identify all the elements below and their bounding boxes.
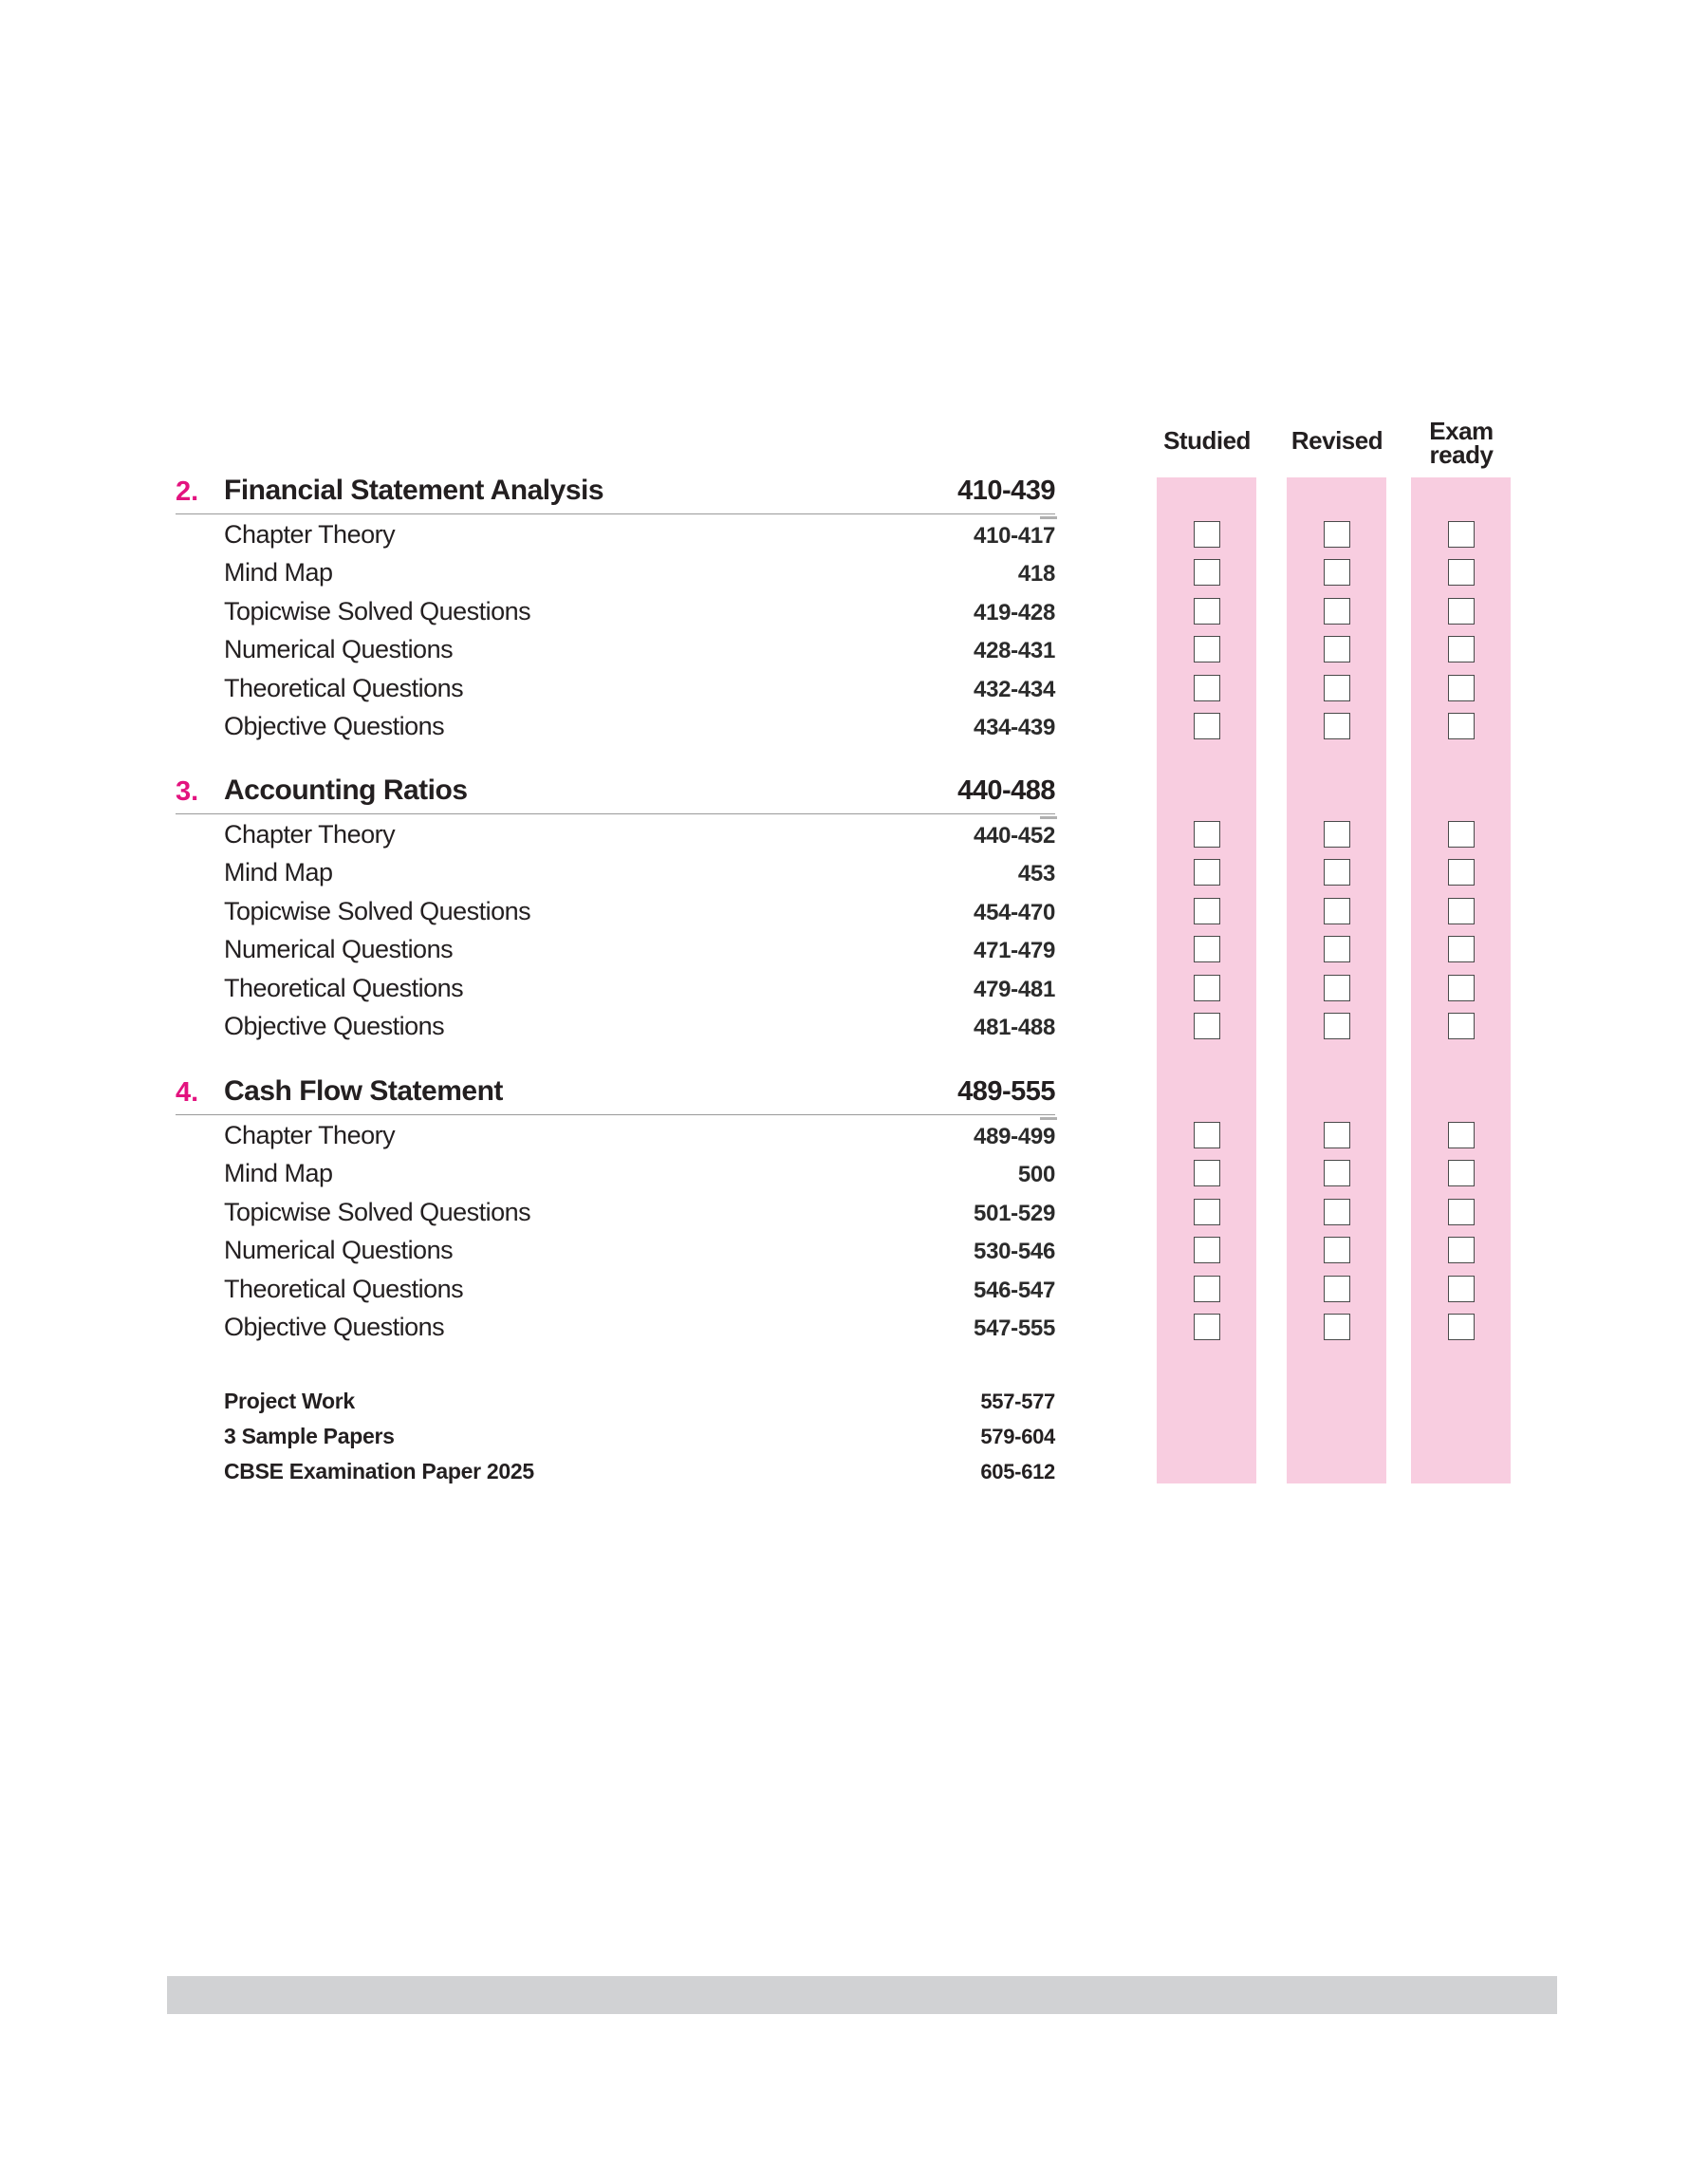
revised-checkbox[interactable] (1324, 821, 1350, 848)
chapter-title: Cash Flow Statement (224, 1075, 503, 1107)
revised-checkbox[interactable] (1324, 1314, 1350, 1340)
revised-checkbox[interactable] (1324, 1276, 1350, 1302)
section-label: Numerical Questions (224, 935, 454, 964)
studied-checkbox[interactable] (1194, 713, 1220, 739)
section-label: Topicwise Solved Questions (224, 1197, 531, 1226)
section-label: Theoretical Questions (224, 1274, 464, 1303)
section-pages: 489-499 (974, 1124, 1055, 1149)
section-pages: 547-555 (974, 1315, 1055, 1341)
section-label: Mind Map (224, 558, 333, 588)
exam-ready-checkbox[interactable] (1448, 1122, 1475, 1148)
extra-pages-cbse-paper: 605-612 (980, 1460, 1055, 1483)
studied-checkbox[interactable] (1194, 859, 1220, 886)
section-pages: 453 (1017, 861, 1055, 887)
section-pages: 418 (1017, 561, 1055, 588)
exam-ready-checkbox[interactable] (1448, 675, 1475, 701)
studied-checkbox[interactable] (1194, 559, 1220, 586)
revised-checkbox[interactable] (1324, 1122, 1350, 1148)
section-label: Chapter Theory (224, 820, 396, 849)
chapter-number: 4. (176, 1077, 199, 1108)
section-label: Numerical Questions (224, 1236, 454, 1265)
section-pages: 481-488 (974, 1015, 1055, 1040)
section-pages: 479-481 (974, 976, 1055, 1002)
chapter-divider (176, 1114, 1055, 1115)
exam-ready-checkbox[interactable] (1448, 521, 1475, 548)
section-pages: 434-439 (974, 715, 1055, 740)
chapter-pages: 489-555 (957, 1076, 1055, 1107)
studied-checkbox[interactable] (1194, 1160, 1220, 1186)
section-pages: 454-470 (974, 899, 1055, 925)
section-label: Objective Questions (224, 1313, 445, 1341)
studied-checkbox[interactable] (1194, 598, 1220, 625)
section-pages: 410-417 (974, 523, 1055, 549)
extra-label-cbse-paper: CBSE Examination Paper 2025 (224, 1459, 534, 1483)
studied-checkbox[interactable] (1194, 521, 1220, 548)
section-pages: 471-479 (974, 938, 1055, 964)
exam-ready-checkbox[interactable] (1448, 1199, 1475, 1225)
studied-checkbox[interactable] (1194, 936, 1220, 962)
exam-ready-checkbox[interactable] (1448, 936, 1475, 962)
section-label: Theoretical Questions (224, 673, 464, 702)
studied-checkbox[interactable] (1194, 1237, 1220, 1263)
extra-pages-project-work: 557-577 (980, 1390, 1055, 1413)
chapter-number: 2. (176, 476, 199, 507)
section-pages: 546-547 (974, 1277, 1055, 1303)
exam-ready-checkbox[interactable] (1448, 713, 1475, 739)
exam-ready-checkbox[interactable] (1448, 1237, 1475, 1263)
revised-checkbox[interactable] (1324, 859, 1350, 886)
chapter-divider-mark (1040, 516, 1057, 519)
revised-checkbox[interactable] (1324, 1237, 1350, 1263)
section-pages: 501-529 (974, 1200, 1055, 1226)
exam-ready-checkbox[interactable] (1448, 898, 1475, 924)
section-label: Chapter Theory (224, 1121, 396, 1149)
exam-ready-checkbox[interactable] (1448, 821, 1475, 848)
section-pages: 419-428 (974, 599, 1055, 625)
exam-ready-header: Exam ready (1429, 417, 1494, 469)
exam-ready-checkbox[interactable] (1448, 598, 1475, 625)
studied-checkbox[interactable] (1194, 1199, 1220, 1225)
section-label: Mind Map (224, 858, 333, 887)
section-pages: 432-434 (974, 676, 1055, 702)
revised-checkbox[interactable] (1324, 559, 1350, 586)
section-pages: 530-546 (974, 1239, 1055, 1265)
section-label: Topicwise Solved Questions (224, 596, 531, 625)
revised-header: Revised (1290, 426, 1383, 455)
studied-checkbox[interactable] (1194, 1314, 1220, 1340)
chapter-divider (176, 513, 1055, 514)
revised-checkbox[interactable] (1324, 936, 1350, 962)
chapter-pages: 410-439 (957, 476, 1055, 506)
section-pages: 440-452 (974, 823, 1055, 849)
studied-checkbox[interactable] (1194, 1276, 1220, 1302)
revised-checkbox[interactable] (1324, 898, 1350, 924)
revised-checkbox[interactable] (1324, 636, 1350, 662)
studied-checkbox[interactable] (1194, 1122, 1220, 1148)
section-label: Chapter Theory (224, 520, 396, 549)
revised-checkbox[interactable] (1324, 675, 1350, 701)
revised-checkbox[interactable] (1324, 1160, 1350, 1186)
studied-checkbox[interactable] (1194, 636, 1220, 662)
exam-ready-checkbox[interactable] (1448, 1314, 1475, 1340)
exam-ready-checkbox[interactable] (1448, 636, 1475, 662)
section-label: Objective Questions (224, 1012, 445, 1040)
revised-checkbox[interactable] (1324, 975, 1350, 1001)
extra-label-project-work: Project Work (224, 1389, 355, 1413)
chapter-divider-mark (1040, 816, 1057, 819)
studied-checkbox[interactable] (1194, 821, 1220, 848)
chapter-pages: 440-488 (957, 775, 1055, 806)
studied-checkbox[interactable] (1194, 675, 1220, 701)
studied-header: Studied (1163, 426, 1251, 455)
revised-checkbox[interactable] (1324, 1199, 1350, 1225)
studied-checkbox[interactable] (1194, 975, 1220, 1001)
chapter-divider-mark (1040, 1117, 1057, 1120)
revised-checkbox[interactable] (1324, 713, 1350, 739)
section-label: Mind Map (224, 1159, 333, 1188)
section-label: Numerical Questions (224, 635, 454, 664)
studied-checkbox[interactable] (1194, 898, 1220, 924)
footer-bar (167, 1976, 1557, 2014)
exam-ready-checkbox[interactable] (1448, 1013, 1475, 1039)
section-label: Theoretical Questions (224, 973, 464, 1002)
revised-checkbox[interactable] (1324, 521, 1350, 548)
exam-ready-checkbox[interactable] (1448, 975, 1475, 1001)
revised-checkbox[interactable] (1324, 1013, 1350, 1039)
chapter-title: Accounting Ratios (224, 774, 468, 806)
extra-label-sample-papers: 3 Sample Papers (224, 1424, 395, 1448)
exam-ready-checkbox[interactable] (1448, 859, 1475, 886)
chapter-number: 3. (176, 776, 199, 807)
section-label: Topicwise Solved Questions (224, 896, 531, 925)
extra-pages-sample-papers: 579-604 (980, 1425, 1055, 1448)
chapter-title: Financial Statement Analysis (224, 475, 604, 506)
exam-ready-checkbox[interactable] (1448, 559, 1475, 586)
section-pages: 428-431 (974, 638, 1055, 664)
exam-ready-checkbox[interactable] (1448, 1160, 1475, 1186)
exam-ready-checkbox[interactable] (1448, 1276, 1475, 1302)
section-label: Objective Questions (224, 712, 445, 740)
section-pages: 500 (1017, 1162, 1055, 1188)
revised-checkbox[interactable] (1324, 598, 1350, 625)
studied-checkbox[interactable] (1194, 1013, 1220, 1039)
chapter-divider (176, 813, 1055, 814)
